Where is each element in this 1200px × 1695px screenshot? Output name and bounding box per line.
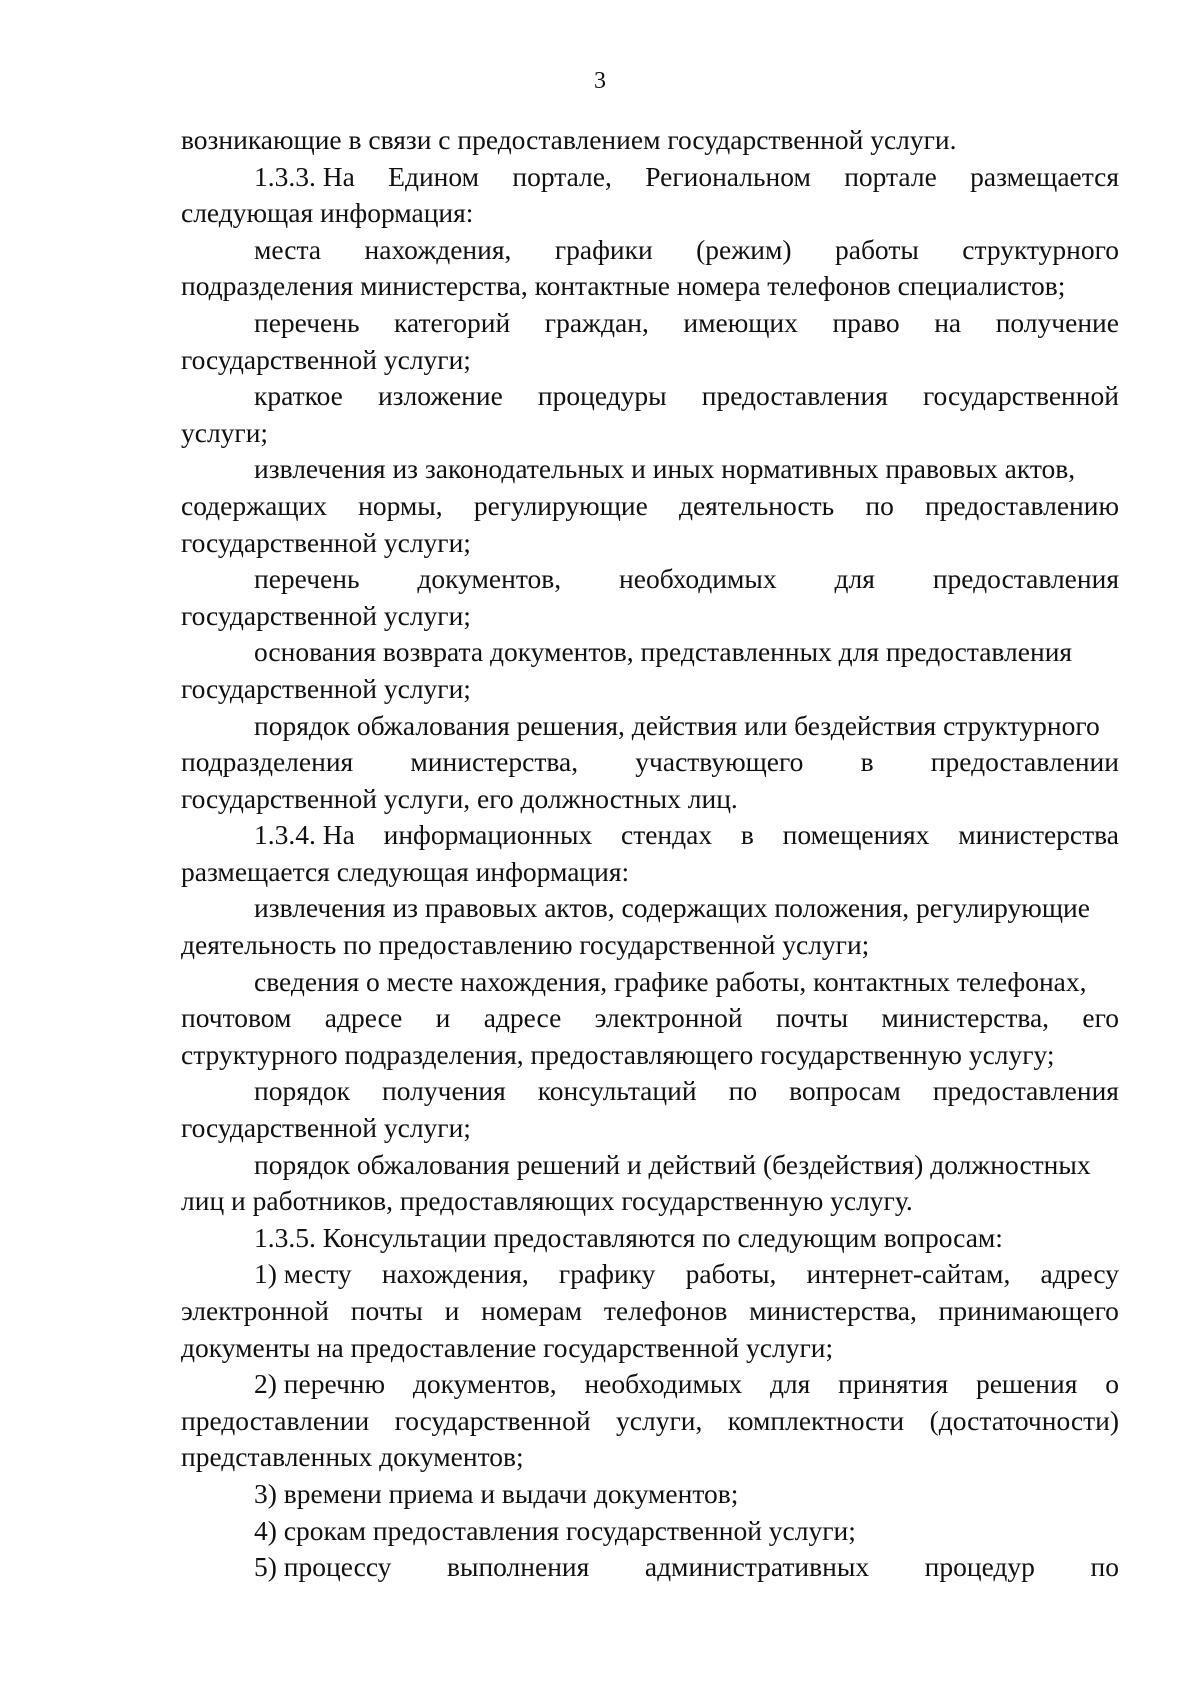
text-segment: помещениях xyxy=(782,819,930,851)
text-segment: по xyxy=(1090,1551,1119,1583)
text-segment: его xyxy=(1082,1002,1119,1034)
text-segment: предоставлении xyxy=(181,1404,370,1436)
text-segment: выполнения xyxy=(446,1551,590,1583)
text-segment: процедуры xyxy=(537,380,667,412)
text-line xyxy=(181,1147,1119,1184)
text-line xyxy=(181,817,1119,854)
text-segment: графики xyxy=(554,233,653,265)
text-line xyxy=(181,1000,1119,1037)
text-line xyxy=(181,122,1119,159)
text-line xyxy=(181,854,1119,891)
text-segment: Едином xyxy=(388,160,480,192)
text-line xyxy=(181,781,1119,818)
text-segment: следующая информация: xyxy=(181,197,474,229)
text-line xyxy=(181,964,1119,1001)
text-segment: перечень xyxy=(254,563,360,595)
text-segment: деятельность xyxy=(678,489,835,521)
text-segment: почты xyxy=(775,1002,849,1034)
text-segment: (достаточности) xyxy=(929,1404,1119,1436)
text-segment: государственной xyxy=(922,380,1119,412)
text-line xyxy=(181,634,1119,671)
text-line xyxy=(181,890,1119,927)
text-segment: по xyxy=(728,1075,758,1107)
text-segment: 4) срокам предоставления государственной услуги; xyxy=(254,1514,856,1546)
text-line xyxy=(181,451,1119,488)
text-segment: телефонов xyxy=(603,1295,728,1326)
text-segment: для xyxy=(769,1368,811,1400)
text-line xyxy=(181,488,1119,525)
text-segment: адресе xyxy=(483,1002,562,1034)
text-segment: порядок xyxy=(254,1075,350,1107)
text-line xyxy=(181,1439,1119,1476)
text-segment: 1.3.5. Консультации предоставляются по следующим вопросам: xyxy=(254,1221,1003,1253)
text-segment: стендах xyxy=(621,819,713,851)
text-segment: комплектности xyxy=(727,1404,905,1436)
text-segment: категорий xyxy=(394,306,511,338)
text-segment: работы, xyxy=(685,1258,777,1290)
text-line xyxy=(181,1110,1119,1147)
text-segment: имеющих xyxy=(683,306,798,338)
text-segment: государственной услуги; xyxy=(181,1112,471,1144)
text-line xyxy=(181,378,1119,415)
text-line xyxy=(181,1403,1119,1440)
text-segment: подразделения xyxy=(181,746,354,778)
text-segment: министерства, xyxy=(881,1002,1050,1034)
text-segment: услуги, xyxy=(616,1404,703,1436)
text-segment: портале, xyxy=(512,160,612,192)
text-segment: извлечения из правовых актов, содержащих положения, регулирующие xyxy=(254,892,1090,924)
text-segment: государственной услуги; xyxy=(181,672,471,704)
text-line xyxy=(181,744,1119,781)
text-segment: структурного xyxy=(962,233,1119,265)
text-segment: предоставлении xyxy=(930,746,1119,778)
text-line xyxy=(181,1183,1119,1220)
text-segment: регулирующие xyxy=(473,489,648,521)
text-segment: предоставления xyxy=(701,380,888,412)
text-segment: вопросам xyxy=(789,1075,901,1107)
text-segment: в xyxy=(860,746,874,778)
text-segment: консультаций xyxy=(537,1075,697,1107)
text-line xyxy=(181,1476,1119,1513)
text-segment: по xyxy=(865,489,894,521)
text-segment: для xyxy=(834,563,875,595)
text-segment: 1.3.4. На xyxy=(254,819,355,851)
text-segment: принятия xyxy=(838,1368,949,1400)
text-segment: работы xyxy=(834,233,919,265)
text-segment: размещается xyxy=(970,160,1119,192)
text-segment: услуги; xyxy=(181,416,269,448)
text-line xyxy=(181,1366,1119,1403)
text-segment: государственной xyxy=(394,1404,591,1436)
text-segment: извлечения из законодательных и иных нормативных правовых актов, xyxy=(254,453,1076,485)
text-segment: перечень xyxy=(254,306,360,338)
text-segment: граждан, xyxy=(544,306,649,338)
text-line xyxy=(181,159,1119,196)
text-segment: основания возврата документов, представленных для предоставления xyxy=(254,636,1073,668)
text-segment: предоставлению xyxy=(924,489,1119,521)
text-segment: документы на предоставление государственной услуги; xyxy=(181,1331,834,1363)
text-segment: государственной услуги, его должностных лиц. xyxy=(181,782,738,814)
text-segment: портале xyxy=(844,160,937,192)
text-segment: в xyxy=(740,819,754,851)
text-segment: документов, xyxy=(417,563,562,595)
text-segment: (режим) xyxy=(696,233,792,265)
text-line xyxy=(181,1037,1119,1074)
text-segment: министерства xyxy=(958,819,1119,851)
text-line xyxy=(181,232,1119,269)
text-segment: административных xyxy=(644,1551,870,1583)
text-segment: графику xyxy=(558,1258,656,1290)
text-segment: и xyxy=(444,1295,460,1326)
text-line xyxy=(181,598,1119,635)
text-line xyxy=(181,708,1119,745)
text-segment: министерства, xyxy=(749,1295,917,1326)
text-segment: 2) перечню xyxy=(254,1368,386,1400)
text-segment: Региональном xyxy=(645,160,811,192)
text-segment: адресе xyxy=(324,1002,403,1034)
text-line xyxy=(181,671,1119,708)
text-line xyxy=(181,342,1119,379)
text-segment: краткое xyxy=(254,380,343,412)
text-segment: нахождения, xyxy=(364,233,512,265)
text-line xyxy=(181,268,1119,305)
text-line xyxy=(181,561,1119,598)
text-segment: о xyxy=(1105,1368,1119,1400)
text-segment: право xyxy=(832,306,900,338)
text-segment: размещается следующая информация: xyxy=(181,855,630,887)
text-line xyxy=(181,1513,1119,1550)
text-line xyxy=(181,1256,1119,1293)
text-segment: 1.3.3. На xyxy=(254,160,355,192)
text-line xyxy=(181,195,1119,232)
text-segment: процедур xyxy=(924,1551,1035,1583)
text-segment: нормы, xyxy=(358,489,443,521)
text-segment: государственной услуги; xyxy=(181,599,471,631)
text-segment: порядок обжалования решения, действия или бездействия структурного xyxy=(254,709,1100,741)
text-line xyxy=(181,1073,1119,1110)
text-segment: лиц и работников, предоставляющих государственную услугу. xyxy=(181,1185,913,1217)
text-segment: нахождения, xyxy=(381,1258,529,1290)
text-segment: информационных xyxy=(383,819,593,851)
text-segment: электронной xyxy=(594,1002,743,1034)
text-segment: почтовом xyxy=(181,1002,292,1034)
text-segment: получение xyxy=(995,306,1119,338)
text-line xyxy=(181,927,1119,964)
text-segment: номерам xyxy=(481,1295,583,1326)
text-segment: электронной xyxy=(181,1295,329,1326)
text-segment: министерства, xyxy=(410,746,579,778)
text-segment: представленных документов; xyxy=(181,1441,524,1473)
text-line xyxy=(181,415,1119,452)
text-segment: предоставления xyxy=(932,563,1119,595)
text-segment: интернет-сайтам, xyxy=(806,1258,1011,1290)
text-segment: решения xyxy=(975,1368,1078,1400)
text-line xyxy=(181,525,1119,562)
text-segment: места xyxy=(254,233,322,265)
text-segment: на xyxy=(934,306,962,338)
text-line xyxy=(181,1293,1119,1330)
text-segment: подразделения министерства, контактные номера телефонов специалистов; xyxy=(181,270,1066,302)
text-line xyxy=(181,305,1119,342)
text-segment: получения xyxy=(382,1075,506,1107)
text-line xyxy=(181,1330,1119,1367)
body-text xyxy=(181,122,1119,1586)
text-segment: и xyxy=(435,1002,451,1034)
text-segment: изложение xyxy=(377,380,503,412)
text-segment: возникающие в связи с предоставлением государственной услуги. xyxy=(181,124,957,155)
text-segment: сведения о месте нахождения, графике работы, контактных телефонах, xyxy=(254,965,1087,997)
text-segment: порядок обжалования решений и действий (бездействия) должностных xyxy=(254,1148,1091,1180)
text-line xyxy=(181,1549,1119,1586)
text-segment: участвующего xyxy=(635,746,804,778)
text-segment: государственной услуги; xyxy=(181,526,471,558)
text-segment: 3) времени приема и выдачи документов; xyxy=(254,1477,739,1509)
text-segment: адресу xyxy=(1040,1258,1119,1290)
text-segment: принимающего xyxy=(938,1295,1119,1326)
text-segment: содержащих xyxy=(181,489,327,521)
text-segment: 5) процессу xyxy=(254,1551,392,1583)
text-segment: предоставления xyxy=(932,1075,1119,1107)
text-segment: государственной услуги; xyxy=(181,343,471,375)
text-segment: почты xyxy=(350,1295,423,1326)
text-segment: необходимых xyxy=(619,563,777,595)
text-line xyxy=(181,1220,1119,1257)
text-segment: структурного подразделения, предоставляющего государственную услугу; xyxy=(181,1038,1055,1070)
page-number: 3 xyxy=(594,68,606,94)
text-segment: необходимых xyxy=(584,1368,743,1400)
text-segment: документов, xyxy=(412,1368,557,1400)
text-segment: 1) месту xyxy=(254,1258,352,1290)
text-segment: деятельность по предоставлению государственной услуги; xyxy=(181,929,870,961)
